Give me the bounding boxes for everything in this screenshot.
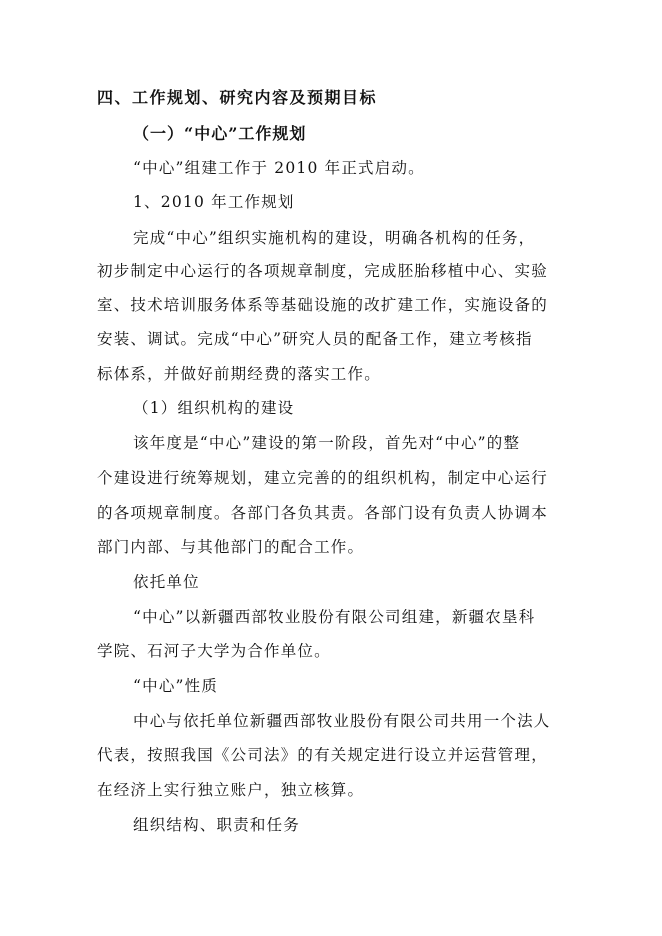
paragraph-line: 学院、石河子大学为合作单位。 <box>97 642 331 660</box>
paragraph-line: “中心”组建工作于 2010 年正式启动。 <box>133 159 425 177</box>
paragraph-line: 在经济上实行独立账户，独立核算。 <box>97 781 365 799</box>
paragraph-line: 的各项规章制度。各部门各负其责。各部门设有负责人协调本 <box>97 504 548 522</box>
section-title: 四、工作规划、研究内容及预期目标 <box>97 88 378 107</box>
paragraph-line: 室、技术培训服务体系等基础设施的改扩建工作，实施设备的 <box>97 296 548 314</box>
paragraph-line: 依托单位 <box>133 573 200 591</box>
paragraph-line: （1）组织机构的建设 <box>133 399 295 417</box>
paragraph-line: 组织结构、职责和任务 <box>133 816 301 834</box>
paragraph-line: 代表，按照我国《公司法》的有关规定进行设立并运营管理， <box>97 746 548 764</box>
paragraph-line: 初步制定中心运行的各项规章制度，完成胚胎移植中心、实验 <box>97 262 548 280</box>
paragraph-line: “中心”性质 <box>133 677 219 695</box>
paragraph-line: 1、2010 年工作规划 <box>133 193 295 211</box>
paragraph-line: 安装、调试。完成“中心”研究人员的配备工作，建立考核指 <box>97 330 533 348</box>
paragraph-line: 标体系，并做好前期经费的落实工作。 <box>97 365 381 383</box>
paragraph-line: 个建设进行统筹规划，建立完善的的组织机构，制定中心运行 <box>97 469 548 487</box>
paragraph-line: 完成“中心”组织实施机构的建设，明确各机构的任务， <box>133 229 536 247</box>
paragraph-line: 中心与依托单位新疆西部牧业股份有限公司共用一个法人 <box>133 712 551 730</box>
paragraph-line: 部门内部、与其他部门的配合工作。 <box>97 538 365 556</box>
subsection-title: （一）“中心”工作规划 <box>133 124 307 143</box>
paragraph-line: “中心”以新疆西部牧业股份有限公司组建，新疆农垦科 <box>133 608 536 626</box>
paragraph-line: 该年度是“中心”建设的第一阶段，首先对“中心”的整 <box>133 434 521 452</box>
